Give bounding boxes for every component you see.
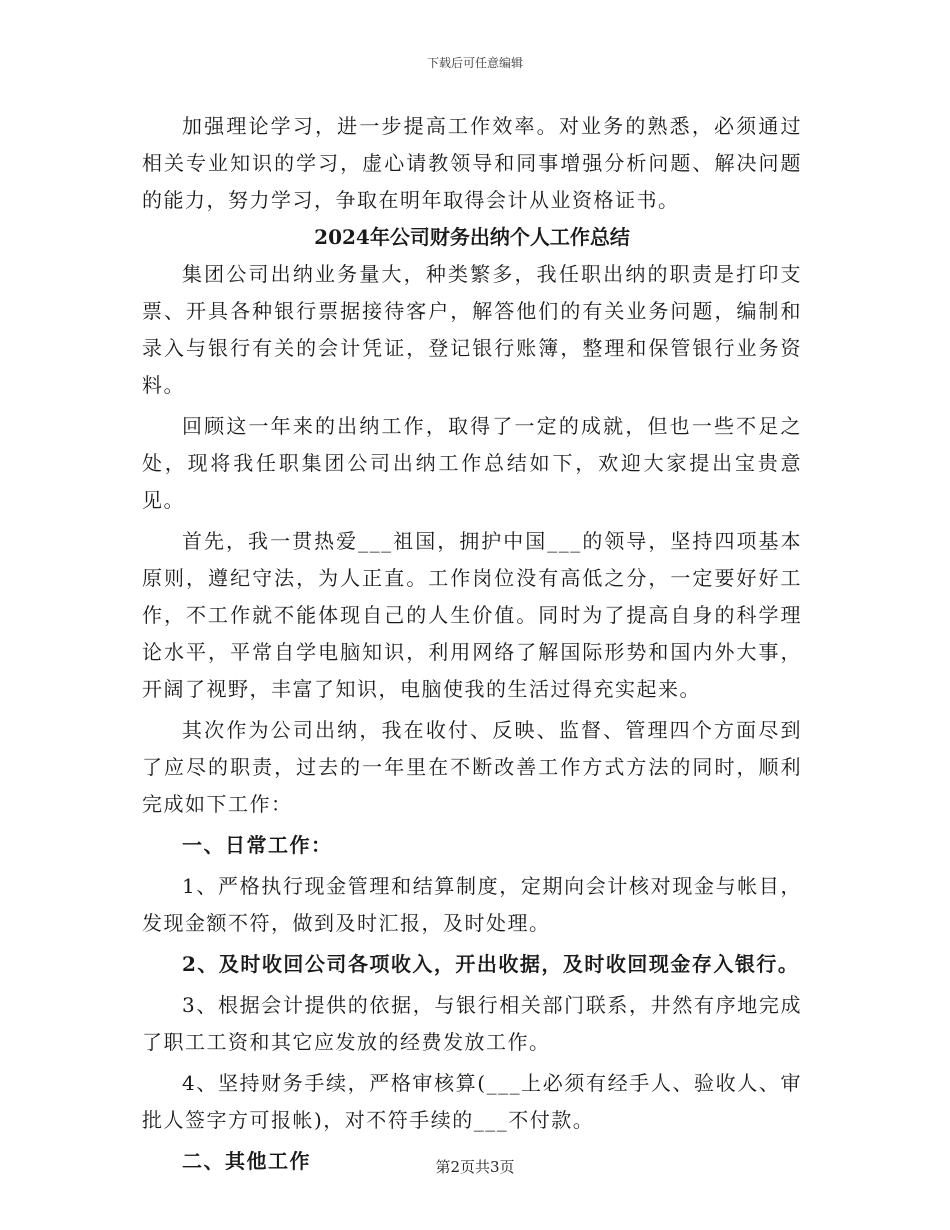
list-item-4: 4、坚持财务手续，严格审核算(___上必须有经手人、验收人、审批人签字方可报帐)，对不符手续的___不付款。 [142,1071,802,1132]
paragraph-review: 回顾这一年来的出纳工作，取得了一定的成就，但也一些不足之处，现将我任职集团公司出纳工作总结如下，欢迎大家提出宝贵意见。 [142,414,802,512]
paragraph-second: 其次作为公司出纳，我在收付、反映、监督、管理四个方面尽到了应尽的职责，过去的一年里在不断改善工作方式方法的同时，顺利完成如下工作： [142,718,802,816]
paragraph-first: 首先，我一贯热爱___祖国，拥护中国___的领导，坚持四项基本原则，遵纪守法，为人正直。工作岗位没有高低之分，一定要好好工作，不工作就不能体现自己的人生价值。同时为了提高自身的科学理论水平，平常自学电脑知识，利用网络了解国际形势和国内外大事，开阔了视野，丰富了知识，电脑使我的生活过得充实起来。 [142,529,802,701]
document-body [142,108,802,1180]
list-item-1: 1、严格执行现金管理和结算制度，定期向会计核对现金与帐目，发现金额不符，做到及时汇报，及时处理。 [142,874,802,935]
list-item-2: 2、及时收回公司各项收入，开出收据，及时收回现金存入银行。 [182,952,800,976]
paragraph-intro: 加强理论学习，进一步提高工作效率。对业务的熟悉，必须通过相关专业知识的学习，虚心请教领导和同事增强分析问题、解决问题的能力，努力学习，争取在明年取得会计从业资格证书。 [142,114,802,212]
heading-other-work: 二、其他工作 [182,1149,311,1173]
section-title: 2024年公司财务出纳个人工作总结 [314,225,630,249]
page-header: 下载后可任意编辑 [426,56,523,70]
paragraph-duties: 集团公司出纳业务量大，种类繁多，我任职出纳的职责是打印支票、开具各种银行票据接待客户，解答他们的有关业务问题，编制和录入与银行有关的会计凭证，登记银行账簿，整理和保管银行业务资料。 [142,262,802,397]
page-footer: 第2页共3页 [435,1158,515,1176]
heading-daily-work: 一、日常工作： [182,833,333,857]
list-item-3: 3、根据会计提供的依据，与银行相关部门联系，井然有序地完成了职工工资和其它应发放的经费发放工作。 [142,993,802,1054]
